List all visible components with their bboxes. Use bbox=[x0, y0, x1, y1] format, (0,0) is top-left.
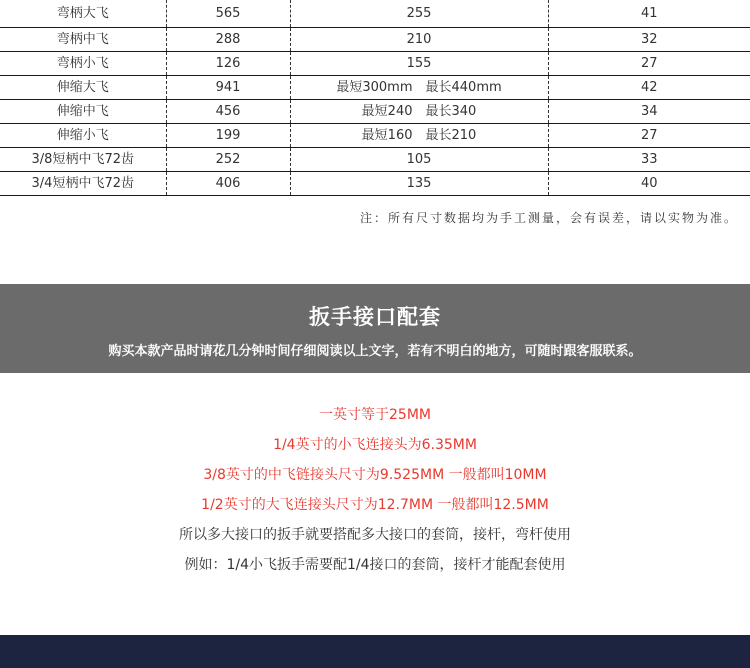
info-line: 3/8英寸的中飞链接头尺寸为9.525MM 一般都叫10MM bbox=[203, 467, 547, 483]
teeth-cell: 40 bbox=[548, 172, 750, 196]
table-row bbox=[0, 76, 750, 100]
length-cell: 155 bbox=[290, 52, 548, 76]
length-cell: 最短300mm 最长440mm bbox=[290, 76, 548, 100]
teeth-cell: 34 bbox=[548, 100, 750, 124]
product-name-cell: 弯柄小飞 bbox=[0, 52, 166, 76]
table-row bbox=[0, 0, 750, 28]
teeth-cell: 33 bbox=[548, 148, 750, 172]
table-row bbox=[0, 52, 750, 76]
length-cell: 135 bbox=[290, 172, 548, 196]
info-line: 所以多大接口的扳手就要搭配多大接口的套筒，接杆，弯杆使用 bbox=[179, 527, 571, 543]
teeth-cell: 27 bbox=[548, 124, 750, 148]
info-line: 例如：1/4小飞扳手需要配1/4接口的套筒，接杆才能配套使用 bbox=[184, 557, 566, 573]
product-name-cell: 伸缩大飞 bbox=[0, 76, 166, 100]
length-cell: 105 bbox=[290, 148, 548, 172]
spec-table bbox=[0, 0, 750, 196]
weight-cell: 941 bbox=[166, 76, 290, 100]
weight-cell: 126 bbox=[166, 52, 290, 76]
product-name-cell: 3/8短柄中飞72齿 bbox=[0, 148, 166, 172]
product-name-cell: 伸缩中飞 bbox=[0, 100, 166, 124]
teeth-cell: 41 bbox=[548, 0, 750, 28]
weight-cell: 456 bbox=[166, 100, 290, 124]
section-banner bbox=[0, 284, 750, 373]
length-cell: 最短160 最长210 bbox=[290, 124, 548, 148]
interface-info bbox=[0, 400, 750, 580]
footer-bar bbox=[0, 635, 750, 668]
table-row bbox=[0, 172, 750, 196]
table-row bbox=[0, 28, 750, 52]
length-cell: 最短240 最长340 bbox=[290, 100, 548, 124]
weight-cell: 252 bbox=[166, 148, 290, 172]
teeth-cell: 27 bbox=[548, 52, 750, 76]
weight-cell: 288 bbox=[166, 28, 290, 52]
section-subtitle: 购买本款产品时请花几分钟时间仔细阅读以上文字，若有不明白的地方，可随时跟客服联系。 bbox=[108, 344, 642, 359]
info-line: 一英寸等于25MM bbox=[319, 407, 431, 423]
teeth-cell: 32 bbox=[548, 28, 750, 52]
section-title: 扳手接口配套 bbox=[309, 305, 441, 329]
product-name-cell: 弯柄大飞 bbox=[0, 0, 166, 28]
weight-cell: 565 bbox=[166, 0, 290, 28]
measurement-note: 注：所有尺寸数据均为手工测量，会有误差，请以实物为准。 bbox=[359, 211, 738, 225]
table-row bbox=[0, 124, 750, 148]
table-row bbox=[0, 100, 750, 124]
weight-cell: 406 bbox=[166, 172, 290, 196]
info-line: 1/4英寸的小飞连接头为6.35MM bbox=[273, 437, 477, 453]
product-name-cell: 弯柄中飞 bbox=[0, 28, 166, 52]
info-line: 1/2英寸的大飞连接头尺寸为12.7MM 一般都叫12.5MM bbox=[201, 497, 549, 513]
teeth-cell: 42 bbox=[548, 76, 750, 100]
product-name-cell: 3/4短柄中飞72齿 bbox=[0, 172, 166, 196]
weight-cell: 199 bbox=[166, 124, 290, 148]
length-cell: 210 bbox=[290, 28, 548, 52]
length-cell: 255 bbox=[290, 0, 548, 28]
table-row bbox=[0, 148, 750, 172]
product-name-cell: 伸缩小飞 bbox=[0, 124, 166, 148]
